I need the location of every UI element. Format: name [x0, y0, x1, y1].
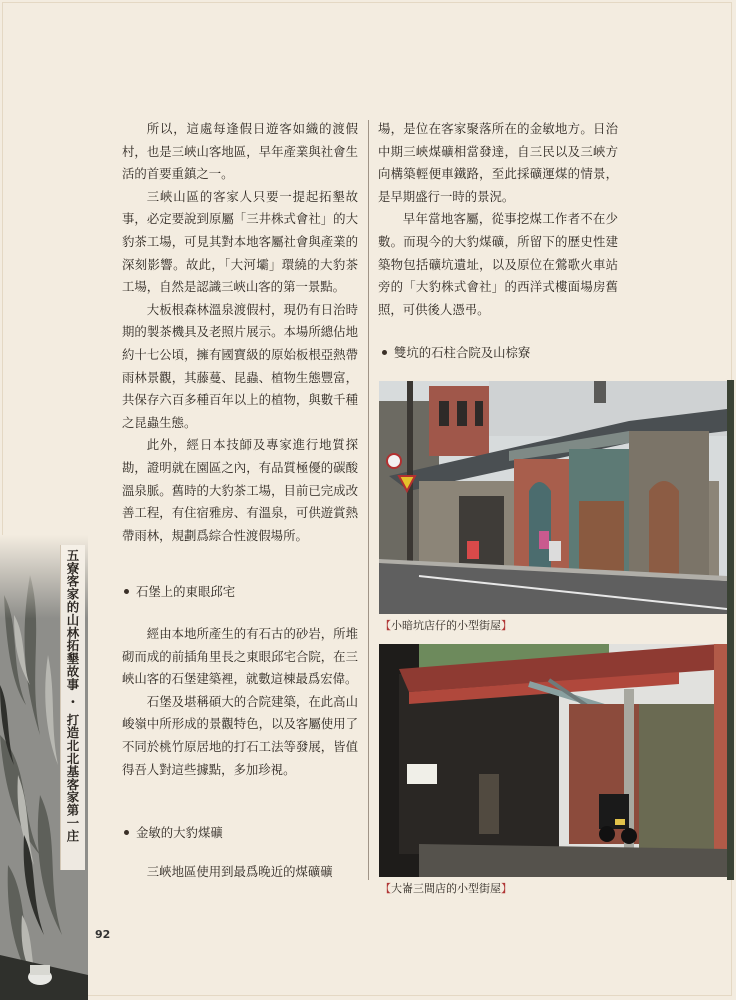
heading-text: 金敏的大豹煤礦	[136, 825, 223, 840]
section-heading-stone-fort	[124, 582, 235, 600]
right-column-text	[378, 118, 618, 321]
caption-text: 大崙三間店的小型街屋	[391, 882, 501, 895]
side-title: 五寮客家的山林拓墾故事 ・ 打造北北基客家第一庄	[65, 549, 80, 843]
caption-text: 小暗坑店仔的小型街屋	[391, 619, 501, 632]
paragraph: 此外，經日本技師及專家進行地質探勘，證明就在園區之內，有品質極優的碳酸溫泉脈。舊時的大豹茶工場，目前已完成改善工程，有住宿雅房、有溫泉，可供遊賞熱帶雨林，規劃爲綜合性渡假場所。	[122, 437, 358, 543]
paragraph: 所以，這處每逢假日遊客如織的渡假村，也是三峽山客地區，早年產業與社會生活的首要重鎮之一。	[122, 121, 358, 182]
paragraph: 早年當地客屬，從事挖煤工作者不在少數。而現今的大豹煤礦，所留下的歷史性建築物包括礦坑遺址，以及原位在鶯歌火車站旁的「大豹株式會社」的西洋式樓面場房舊照，可供後人憑弔。	[378, 211, 618, 317]
bullet-icon	[124, 589, 129, 594]
heading-text: 石堡上的東眼邱宅	[136, 584, 236, 599]
page-number: 92	[95, 928, 111, 941]
left-column-text-b	[122, 623, 358, 781]
paragraph: 大板根森林溫泉渡假村，現仍有日治時期的製茶機具及老照片展示。本場所總佔地約十七公頃，擁有國寶級的原始板根亞熱帶雨林景觀，其藤蔓、昆蟲、植物生態豐富，共保存六百多種百年以上的植物，與數千種之昆蟲生態。	[122, 301, 358, 430]
heading-text: 雙坑的石柱合院及山棕寮	[394, 345, 531, 360]
paragraph: 三峽地區使用到最爲晚近的煤礦礦	[146, 864, 333, 879]
photo-2-caption: 【大崙三間店的小型街屋】	[380, 882, 512, 895]
bullet-icon	[124, 830, 129, 835]
paragraph: 經由本地所產生的有石古的砂岩，所堆砌而成的前插角里長之東眼邱宅合院，在三峽山客的石堡建築裡，就數這棟最爲宏偉。	[122, 626, 358, 687]
left-column-text-c	[122, 861, 358, 884]
left-column-text	[122, 118, 358, 547]
photo-1-caption: 【小暗坑店仔的小型街屋】	[380, 619, 512, 632]
section-heading-coal-mine	[124, 823, 223, 841]
right-edge-strip	[727, 380, 734, 880]
photo-street-houses-1	[379, 381, 727, 614]
section-heading-stone-pillar	[382, 343, 530, 361]
photo-street-houses-2	[379, 644, 727, 877]
paragraph: 場，是位在客家聚落所在的金敏地方。日治中期三峽煤礦相當發達，自三民以及三峽方向構築輕便車鐵路，至此採礦運煤的情景，是早期盛行一時的景況。	[378, 121, 618, 204]
paragraph: 三峽山區的客家人只要一提起拓墾故事，必定要說到原屬「三井株式會社」的大豹茶工場，可見其對本地客屬社會與產業的深刻影響。故此，「大河壩」環繞的大豹茶工場，自然是認識三峽山客的第一景點。	[122, 188, 358, 295]
paragraph: 石堡及堪稱碩大的合院建築，在此高山峻嶺中所形成的景觀特色，以及客屬使用了不同於桃竹原居地的打石工法等發展，皆值得吾人對這些據點，多加珍視。	[122, 693, 358, 777]
bullet-icon	[382, 350, 387, 355]
column-divider	[368, 120, 369, 880]
